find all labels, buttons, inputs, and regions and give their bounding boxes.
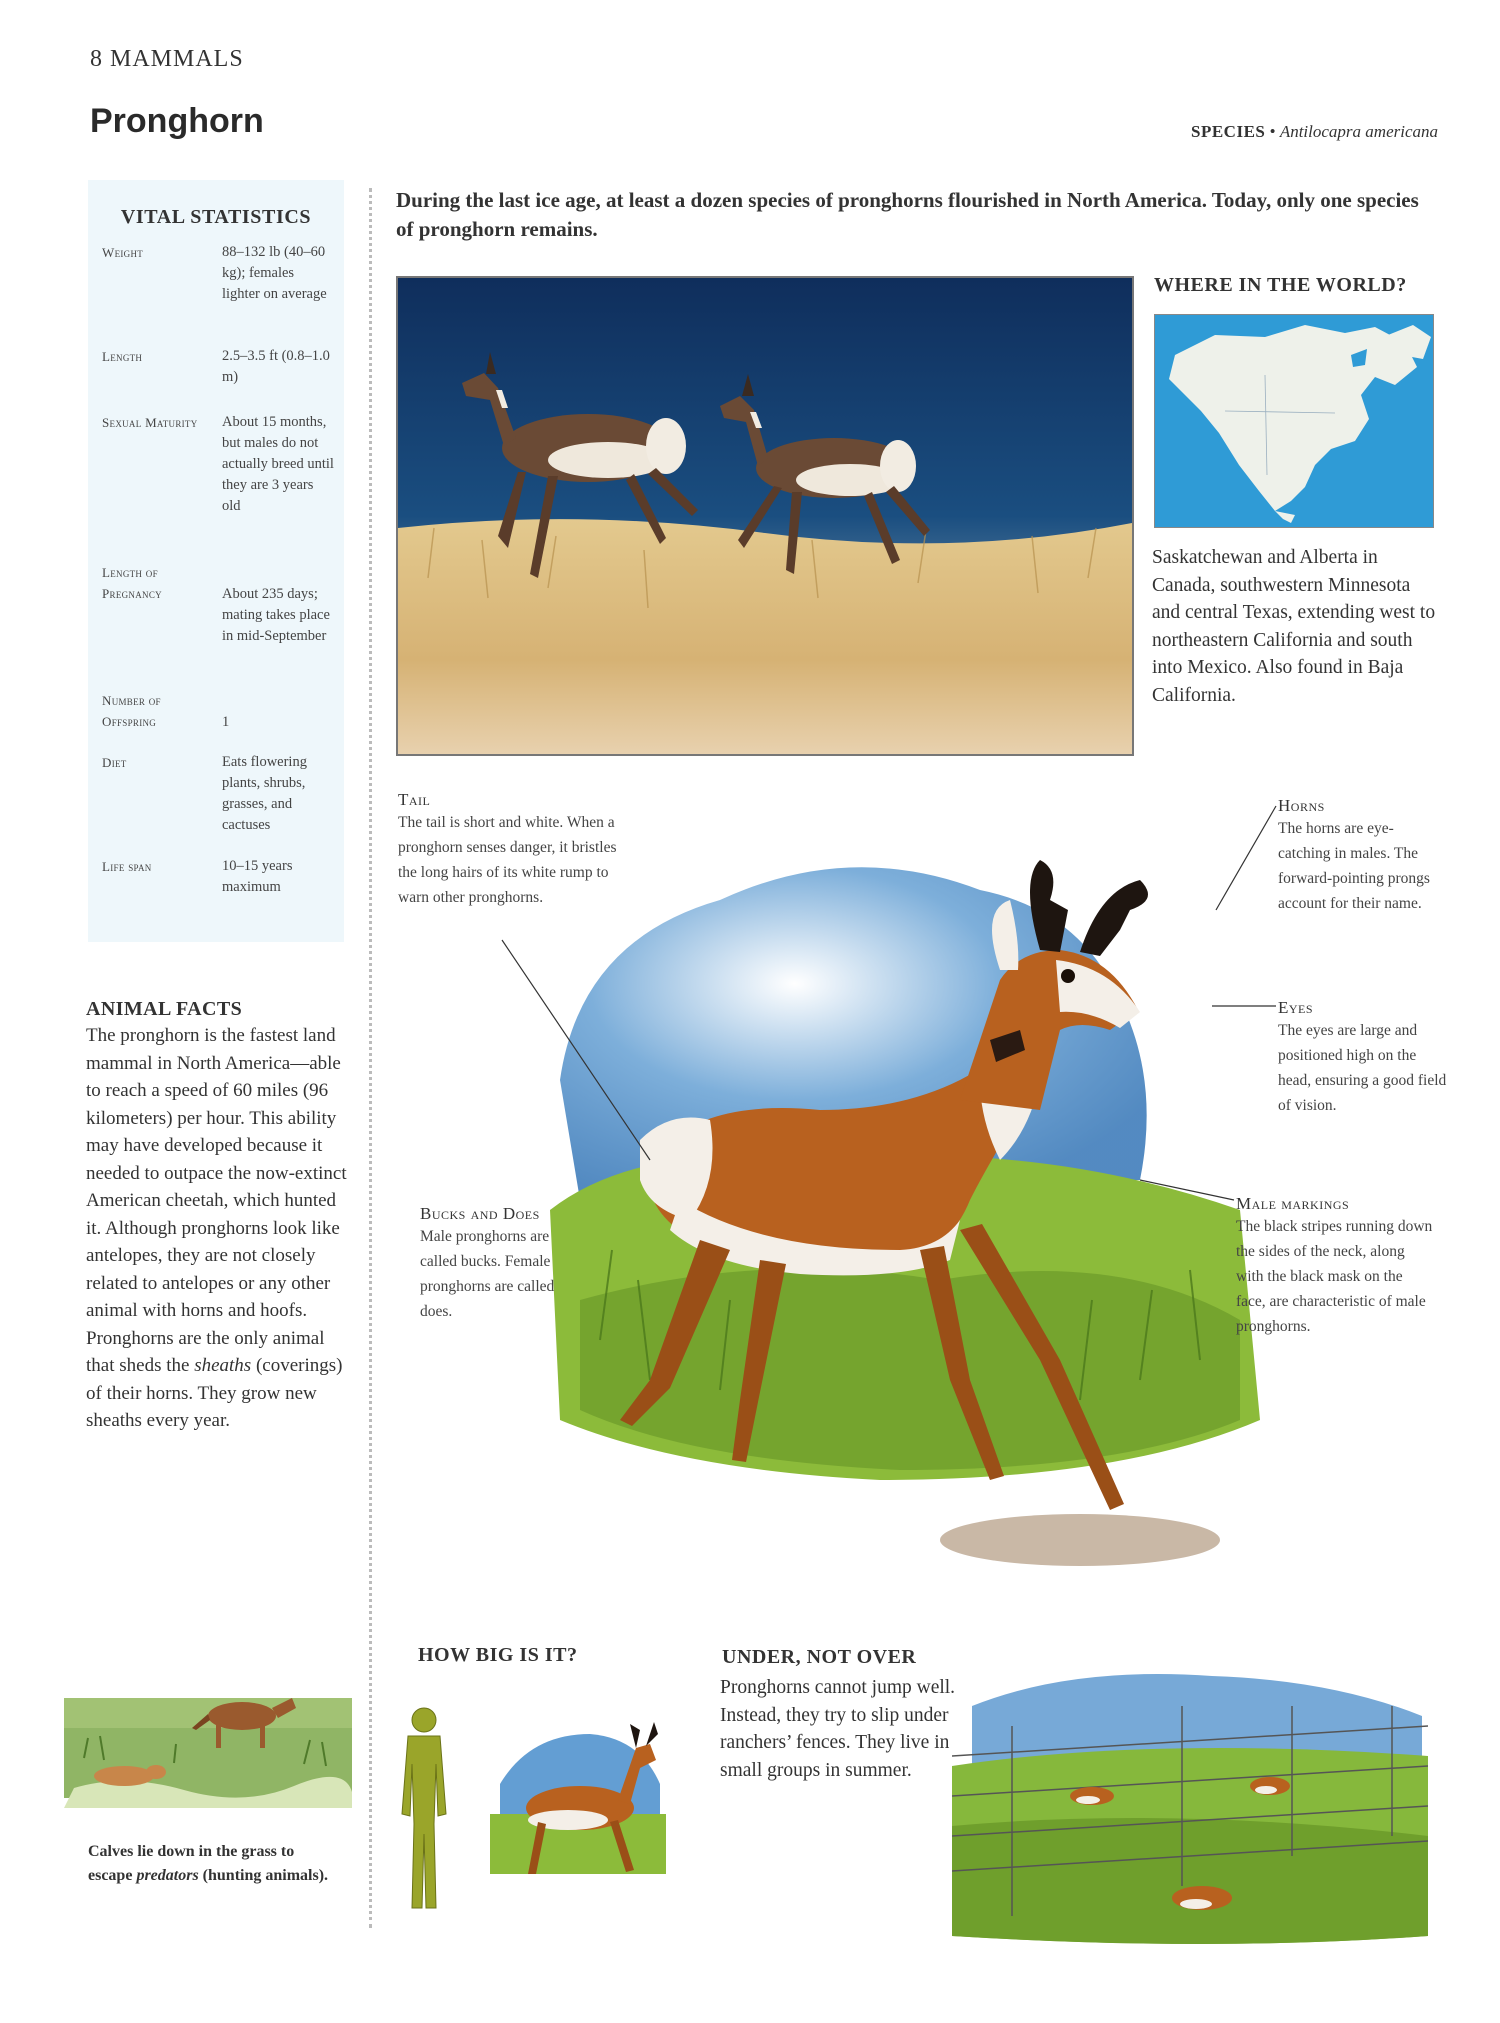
vital-value: About 235 days; mating takes place in mid-September [222,586,330,644]
where-in-the-world-title: WHERE IN THE WORLD? [1154,274,1407,296]
how-big-title: HOW BIG IS IT? [418,1644,578,1666]
vital-label: Life span [102,859,152,874]
vital-label: Sexual Maturity [102,415,198,430]
vital-value: 2.5–3.5 ft (0.8–1.0 m) [222,348,330,385]
bucks-and-does-label-title: Bucks and Does [420,1204,540,1223]
vital-value: Eats flowering plants, shrubs, grasses, and cactuses [222,754,307,833]
species-separator: • [1269,122,1276,141]
eyes-label [1278,998,1448,1118]
eyes-label-body: The eyes are large and positioned high on the head, ensuring a good field of vision. [1278,1022,1447,1114]
vital-label: Diet [102,755,127,770]
male-markings-label-title: Male markings [1236,1194,1350,1213]
eyes-label-title: Eyes [1278,998,1314,1017]
vital-label: Length of Pregnancy [102,565,162,601]
fence-illustration [952,1666,1428,1952]
vital-label: Weight [102,245,144,260]
human-scale-silhouette [392,1704,456,1914]
vital-label: Number of Offspring [102,693,161,729]
male-markings-callout-line [1140,1180,1234,1200]
running-head: 8 MAMMALS [90,46,244,72]
animal-facts-title: ANIMAL FACTS [86,998,243,1020]
calves-caption-text: Calves lie down in the grass to escape [88,1843,295,1884]
bucks-and-does-label [420,1204,570,1324]
horns-callout-line [1216,806,1276,910]
pronghorn-scale-illustration [490,1704,666,1890]
horns-label-title: Horns [1278,796,1325,815]
animal-facts-text: The pronghorn is the fastest land mammal in North America—able to reach a speed of 60 miles (96 kilometers) per hour. This ability may have developed because it needed to outpace the now-extinct American cheetah, which hunted it. Although pronghorns look like antelopes, they are not closely related to antelopes or any other animal with horns and hoofs. Pronghorns are the only animal that sheds the [86,1025,347,1376]
page-title: Pronghorn [90,102,264,140]
male-markings-label-body: The black stripes running down the sides of the neck, along with the black mask on the face, are characteristic of male pronghorns. [1236,1218,1433,1335]
vital-value: 1 [222,714,230,730]
horns-label-body: The horns are eye-catching in males. The forward-pointing prongs account for their name. [1278,820,1430,912]
vital-value: 10–15 years maximum [222,858,293,895]
vital-value: 88–132 lb (40–60 kg); females lighter on average [222,244,327,302]
bucks-and-does-label-body: Male pronghorns are called bucks. Female pronghorns are called does. [420,1228,555,1320]
tail-label [398,790,628,910]
vital-statistics-title: VITAL STATISTICS [120,206,312,228]
range-description: Saskatchewan and Alberta in Canada, southwestern Minnesota and central Texas, extending west to northeastern California and south into Mexico. Also found in Baja California. [1152,547,1436,706]
tail-callout-line [502,940,650,1160]
male-markings-label [1236,1194,1436,1339]
vital-value: About 15 months, but males do not actually breed until they are 3 years old [222,414,334,514]
intro-text: During the last ice age, at least a dozen species of pronghorns flourished in North America. Today, only one species of pronghorn remains. [396,188,1419,241]
species-name: Antilocapra americana [1279,122,1438,141]
species-label: SPECIES [1191,122,1266,141]
calves-caption-term: predators [136,1867,199,1884]
under-not-over-body: Pronghorns cannot jump well. Instead, they try to slip under ranchers’ fences. They live in small groups in summer. [720,1677,956,1781]
animal-facts-term: sheaths [194,1355,252,1376]
vital-label: Length [102,349,143,364]
under-not-over-title: UNDER, NOT OVER [722,1646,917,1668]
tail-label-title: Tail [398,790,431,809]
animal-facts-text-end: (coverings) of their horns. They grow new sheaths every year. [86,1355,343,1431]
tail-label-body: The tail is short and white. When a pronghorn senses danger, it bristles the long hairs of its white rump to warn other pronghorns. [398,814,617,906]
horns-label [1278,796,1436,916]
calves-caption-text-end: (hunting animals). [198,1867,329,1884]
